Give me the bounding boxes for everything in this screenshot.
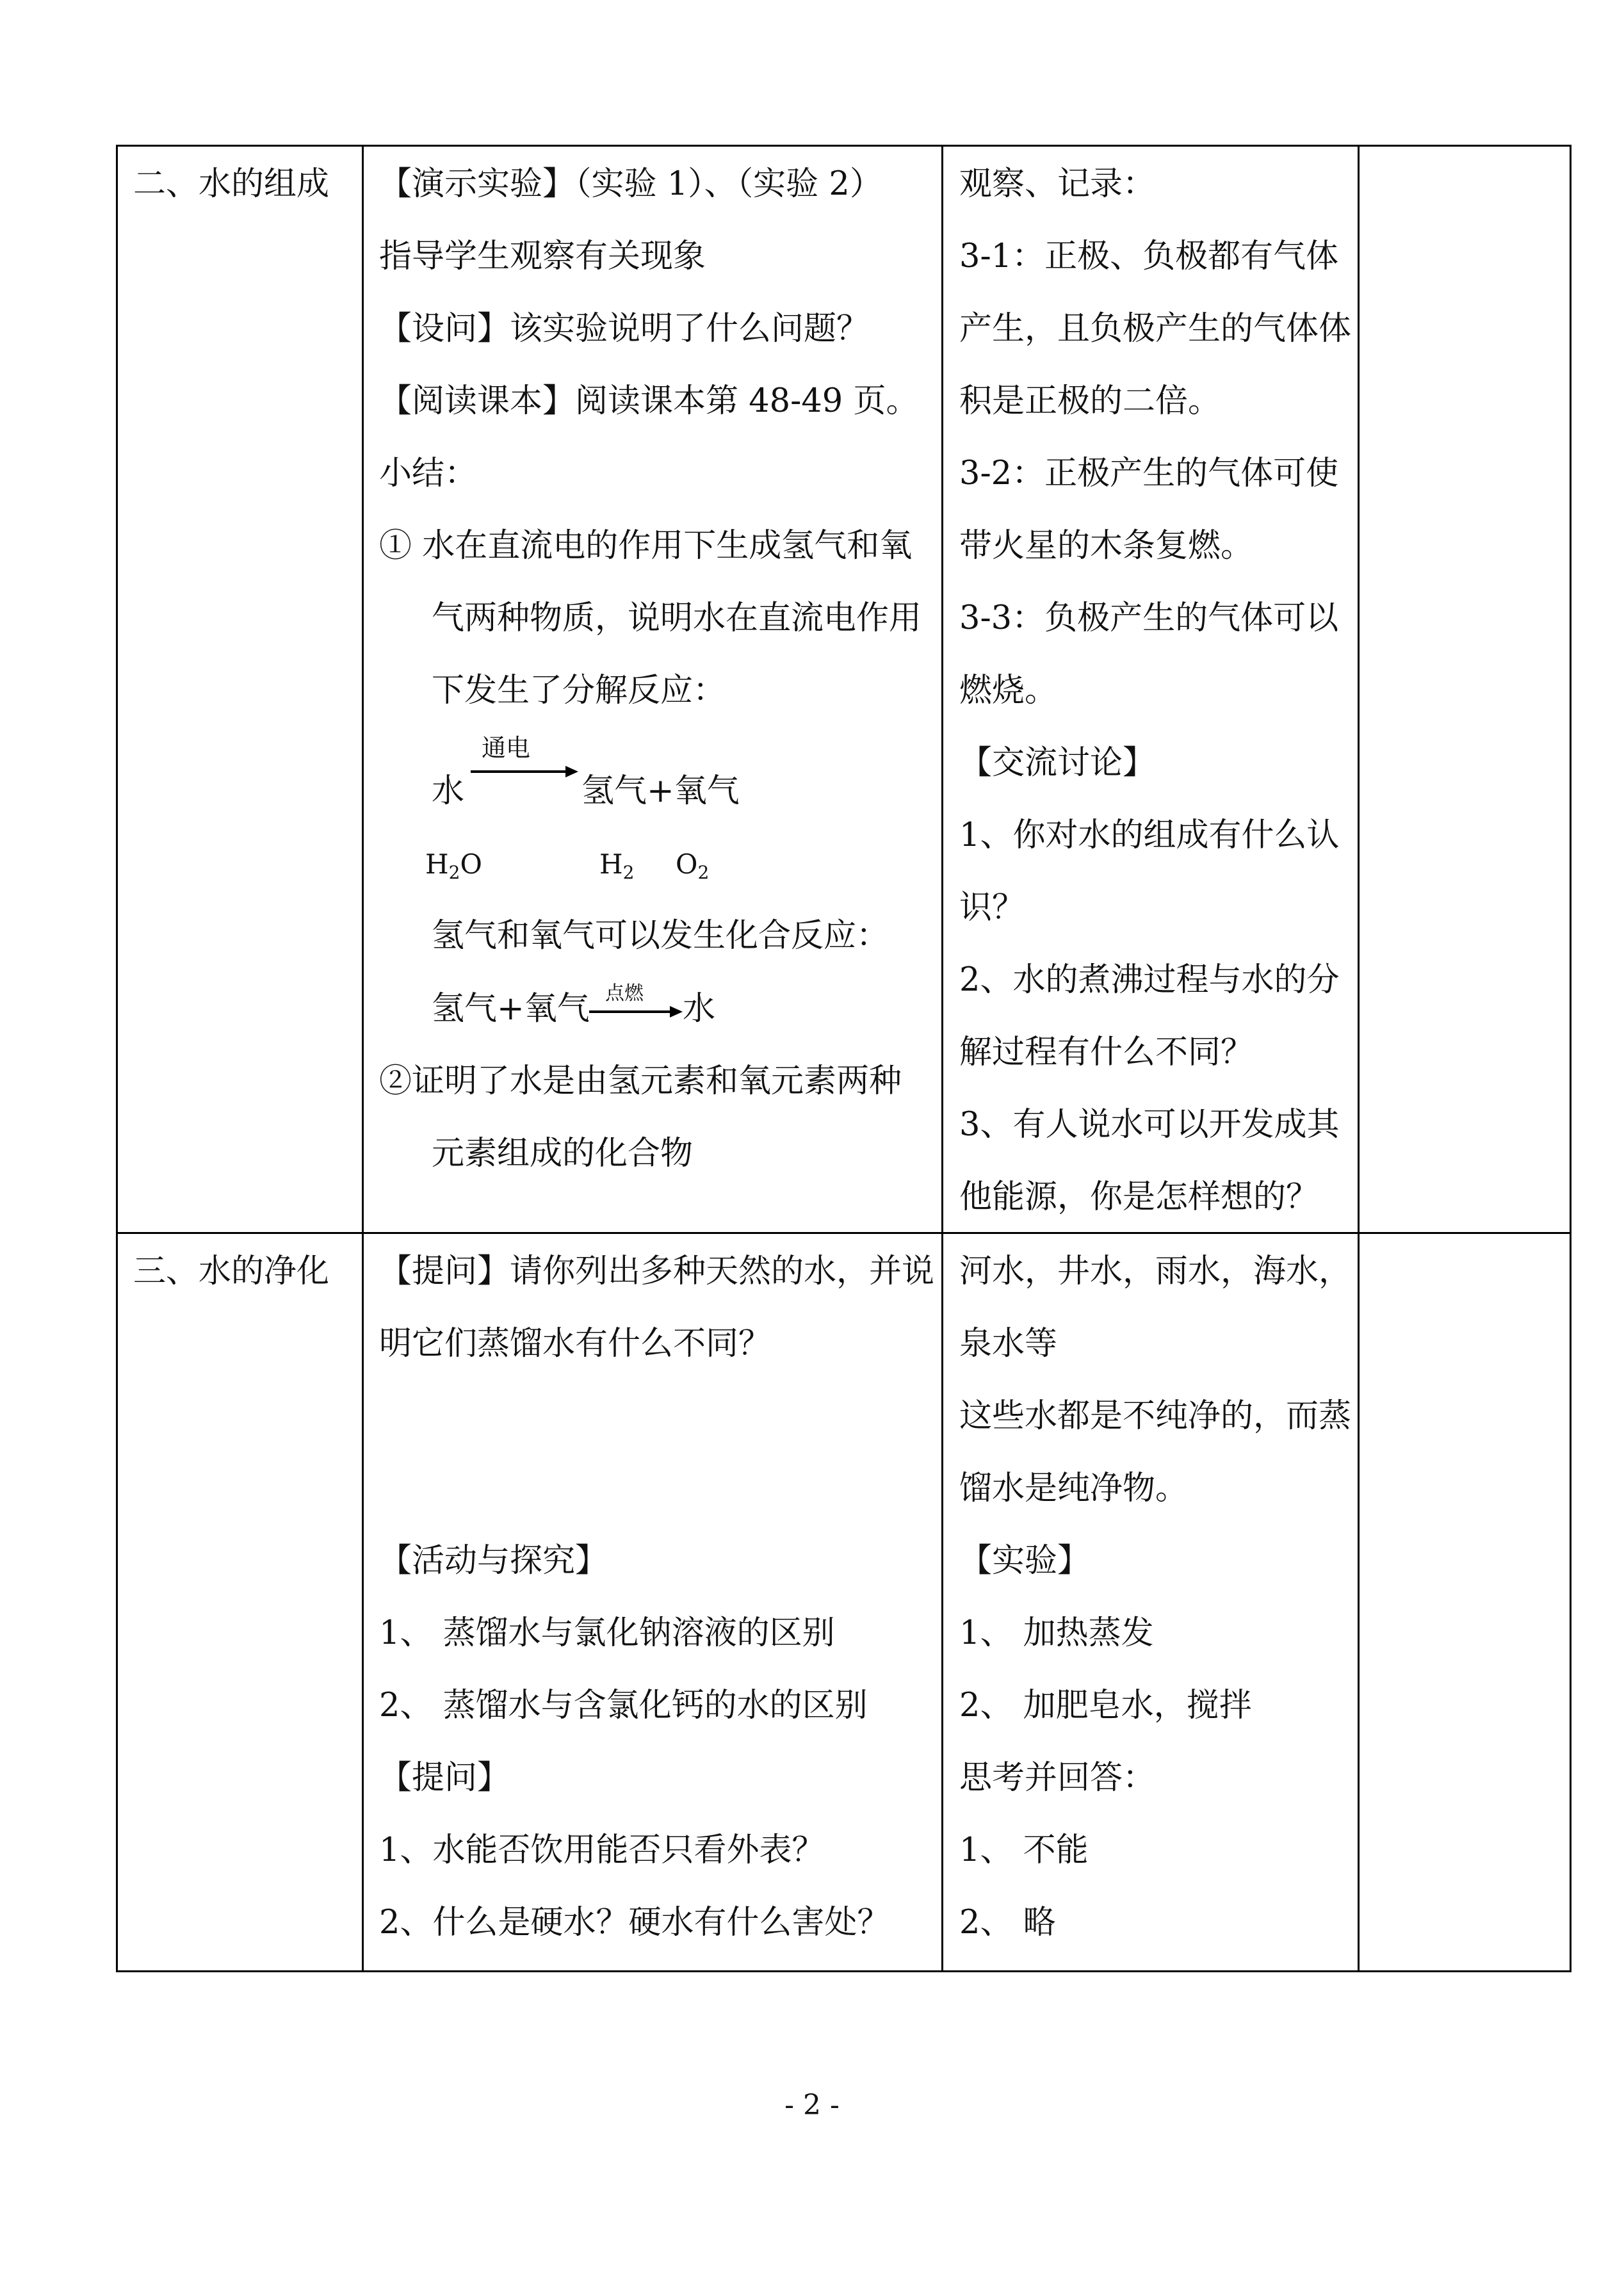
formula-o2: $O_2$ <box>676 848 710 883</box>
text-line: 馏水是纯净物。 <box>959 1470 1189 1507</box>
table-row-divider <box>116 1232 1571 1234</box>
text-line: 3、有人说水可以开发成其 <box>959 1106 1340 1144</box>
text-line: 2、 加肥皂水，搅拌 <box>959 1687 1252 1724</box>
text-line: 河水，井水，雨水，海水， <box>959 1253 1352 1290</box>
text-line: 3-1：正极、负极都有气体 <box>959 238 1339 275</box>
text-line: 2、什么是硬水？硬水有什么害处？ <box>379 1904 890 1942</box>
text-line: 2、 蒸馏水与含氯化钙的水的区别 <box>379 1687 868 1724</box>
text-line: 泉水等 <box>959 1325 1058 1363</box>
reaction-arrow-icon <box>471 765 580 778</box>
text-line: 他能源，你是怎样想的？ <box>959 1178 1319 1216</box>
text-line: 1、 蒸馏水与氯化钠溶液的区别 <box>379 1614 835 1652</box>
text-line: 气两种物质，说明水在直流电作用 <box>432 599 922 637</box>
text-line: 思考并回答： <box>959 1759 1156 1797</box>
table-col-divider-1 <box>362 145 364 1972</box>
table-col-divider-3 <box>1358 145 1360 1972</box>
text-line: 1、你对水的组成有什么认 <box>959 816 1340 854</box>
reaction-condition: 通电 <box>482 734 531 762</box>
text-line: 1、 加热蒸发 <box>959 1614 1154 1652</box>
text-line: 燃烧。 <box>959 672 1058 710</box>
text-line: 积是正极的二倍。 <box>959 382 1221 420</box>
text-line: 解过程有什么不同？ <box>959 1034 1254 1071</box>
text-line: 这些水都是不纯净的，而蒸 <box>959 1397 1352 1435</box>
text-line: 指导学生观察有关现象 <box>379 238 706 275</box>
section-title: 二、水的组成 <box>133 165 330 203</box>
reaction-arrow-icon <box>589 1005 684 1018</box>
text-line: 元素组成的化合物 <box>432 1135 694 1172</box>
section-title: 三、水的净化 <box>133 1253 330 1290</box>
text-line: 观察、记录： <box>959 165 1156 203</box>
text-line: 【交流讨论】 <box>959 744 1156 782</box>
table-border-right <box>1570 145 1571 1972</box>
table-col-divider-2 <box>941 145 943 1972</box>
table-border-top <box>116 145 1571 147</box>
text-line: 【设问】该实验说明了什么问题？ <box>379 310 870 348</box>
text-line: 产生，且负极产生的气体体 <box>959 310 1352 348</box>
text-line: 明它们蒸馏水有什么不同？ <box>379 1325 772 1363</box>
text-line: 1、水能否饮用能否只看外表？ <box>379 1831 825 1869</box>
reaction-product: 水 <box>683 990 716 1028</box>
text-line: 氢气和氧气可以发生化合反应： <box>432 917 889 955</box>
text-line: ① 水在直流电的作用下生成氢气和氧 <box>379 527 913 565</box>
table-border-bottom <box>116 1970 1571 1972</box>
text-line: ②证明了水是由氢元素和氧元素两种 <box>379 1062 902 1100</box>
text-line: 小结： <box>379 455 478 492</box>
text-line: 3-3：负极产生的气体可以 <box>959 599 1339 637</box>
text-line: 【阅读课本】阅读课本第 48-49 页。 <box>379 382 919 420</box>
reaction-reactant: 氢气+氧气 <box>432 990 590 1028</box>
table-border-left <box>116 145 118 1972</box>
text-line: 【活动与探究】 <box>379 1542 608 1580</box>
text-line: 【提问】 <box>379 1759 510 1797</box>
text-line: 识？ <box>959 889 1025 927</box>
text-line: 下发生了分解反应： <box>432 672 726 710</box>
text-line: 3-2：正极产生的气体可使 <box>959 455 1339 492</box>
text-line: 【实验】 <box>959 1542 1091 1580</box>
text-line: 1、 不能 <box>959 1831 1089 1869</box>
text-line: 【提问】请你列出多种天然的水，并说 <box>379 1253 935 1290</box>
reaction-condition: 点燃 <box>605 982 644 1005</box>
text-line: 2、 略 <box>959 1904 1056 1942</box>
formula-h2o: $H_2O$ <box>425 848 482 883</box>
page-number: - 2 - <box>784 2089 840 2121</box>
formula-h2: $H_2$ <box>599 848 635 883</box>
text-line: 带火星的木条复燃。 <box>959 527 1254 565</box>
text-line: 2、水的煮沸过程与水的分 <box>959 961 1340 999</box>
reaction-reactant: 水 <box>432 772 465 810</box>
reaction-product: 氢气+氧气 <box>581 772 740 810</box>
text-line: 【演示实验】（实验 1）、（实验 2） <box>379 165 882 203</box>
